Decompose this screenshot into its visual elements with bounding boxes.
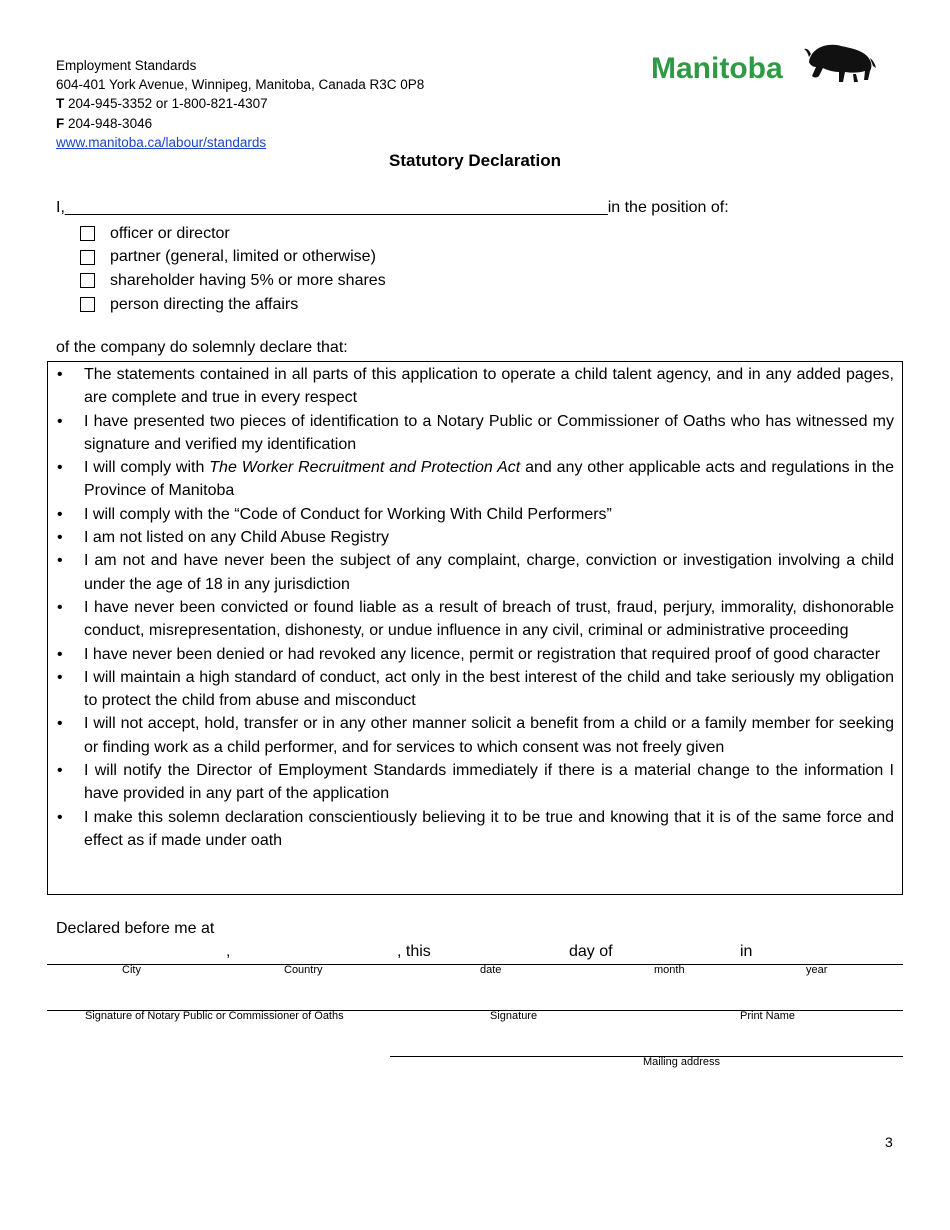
- option-label: officer or director: [110, 224, 230, 242]
- statement-item: • I have presented two pieces of identification to a Notary Public or Commissioner of Oaths who has witnessed my signature and verified my identification: [48, 410, 902, 457]
- declarant-line: [56, 199, 729, 217]
- statement-item: • The statements contained in all parts of this application to operate a child talent agency, and in any added pages, are complete and true in every respect: [48, 363, 902, 410]
- declaration-box: [47, 361, 903, 895]
- statement-item: • I will maintain a high standard of conduct, act only in the best interest of the child and take seriously my obligation to protect the child from abuse and misconduct: [48, 666, 902, 713]
- declarant-prefix: I,: [56, 199, 65, 216]
- page-title: Statutory Declaration: [389, 151, 561, 170]
- bison-icon: [804, 45, 876, 82]
- this-label: , this: [397, 943, 431, 960]
- month-caption: month: [654, 964, 685, 976]
- statement-item: • I have never been convicted or found liable as a result of breach of trust, fraud, perjury, immorality, dishonorable conduct, misrepresentation, dishonesty, or undue influence in any civil, criminal or administrative proceeding: [48, 596, 902, 643]
- manitoba-logo: [651, 40, 876, 88]
- date-caption: date: [480, 964, 502, 976]
- header-address: [56, 56, 424, 152]
- street-address: 604-401 York Avenue, Winnipeg, Manitoba, Canada R3C 0P8: [56, 77, 425, 93]
- statement-item: • I will comply with The Worker Recruitment and Protection Act and any other applicable acts and regulations in the Province of Manitoba: [48, 456, 902, 503]
- logo-wordmark: Manitoba: [651, 52, 783, 85]
- option-label: shareholder having 5% or more shares: [110, 271, 386, 289]
- statement-item: • I have never been denied or had revoked any licence, permit or registration that required proof of good character: [48, 643, 902, 666]
- signature-caption: Signature: [490, 1010, 538, 1022]
- place-comma: ,: [226, 943, 231, 960]
- option-partner: [80, 246, 386, 270]
- position-options: [80, 222, 386, 316]
- statement-item: • I will notify the Director of Employment Standards immediately if there is a material change to the information I have provided in any part of the application: [48, 759, 902, 806]
- in-label: in: [740, 943, 753, 960]
- partner-checkbox[interactable]: [80, 250, 95, 265]
- fax-line: F 204-948-3046: [56, 115, 153, 131]
- year-caption: year: [806, 964, 828, 976]
- solemn-intro: of the company do solemnly declare that:: [56, 339, 348, 356]
- act-title: The Worker Recruitment and Protection Act: [209, 459, 521, 477]
- statement-list: [48, 363, 902, 852]
- shareholder-checkbox[interactable]: [80, 273, 95, 288]
- statement-item: • I make this solemn declaration conscientiously believing it to be true and knowing that it is of the same force and effect as if made under oath: [48, 806, 902, 853]
- day-of-label: day of: [569, 943, 613, 960]
- mailing-address-caption: Mailing address: [643, 1056, 721, 1068]
- city-caption: City: [122, 964, 141, 976]
- website-link[interactable]: www.manitoba.ca/labour/standards: [56, 134, 267, 150]
- statement-item: • I am not listed on any Child Abuse Registry: [48, 526, 902, 549]
- country-caption: Country: [284, 964, 323, 976]
- director-affairs-checkbox[interactable]: [80, 297, 95, 312]
- position-intro: in the position of:: [607, 199, 729, 216]
- print-name-caption: Print Name: [740, 1010, 796, 1022]
- officer-checkbox[interactable]: [80, 226, 95, 241]
- option-officer: [80, 222, 386, 246]
- phone-number: 204-945-3352 or 1-800-821-4307: [68, 96, 268, 112]
- option-shareholder: [80, 269, 386, 293]
- option-label: person directing the affairs: [110, 295, 299, 313]
- declarant-name-blank[interactable]: _____________________________________________________________: [64, 199, 608, 216]
- notary-signature-caption: Signature of Notary Public or Commissioner of Oaths: [85, 1010, 344, 1022]
- statement-item: • I am not and have never been the subject of any complaint, charge, conviction or investigation involving a child under the age of 18 in any jurisdiction: [48, 549, 902, 596]
- phone-line: T 204-945-3352 or 1-800-821-4307: [56, 96, 268, 112]
- fax-number: 204-948-3046: [68, 115, 153, 131]
- declared-before-label: Declared before me at: [56, 920, 215, 937]
- place-date-field[interactable]: [47, 964, 903, 965]
- option-director-affairs: [80, 293, 386, 317]
- statement-item: • I will not accept, hold, transfer or in any other manner solicit a benefit from a child or a family member for seeking or finding work as a child performer, and for services to which consent was not freely given: [48, 712, 902, 759]
- page-number: 3: [885, 1134, 893, 1150]
- org-name: Employment Standards: [56, 58, 197, 73]
- statement-item: • I will comply with the “Code of Conduct for Working With Child Performers”: [48, 503, 902, 526]
- option-label: partner (general, limited or otherwise): [110, 248, 376, 266]
